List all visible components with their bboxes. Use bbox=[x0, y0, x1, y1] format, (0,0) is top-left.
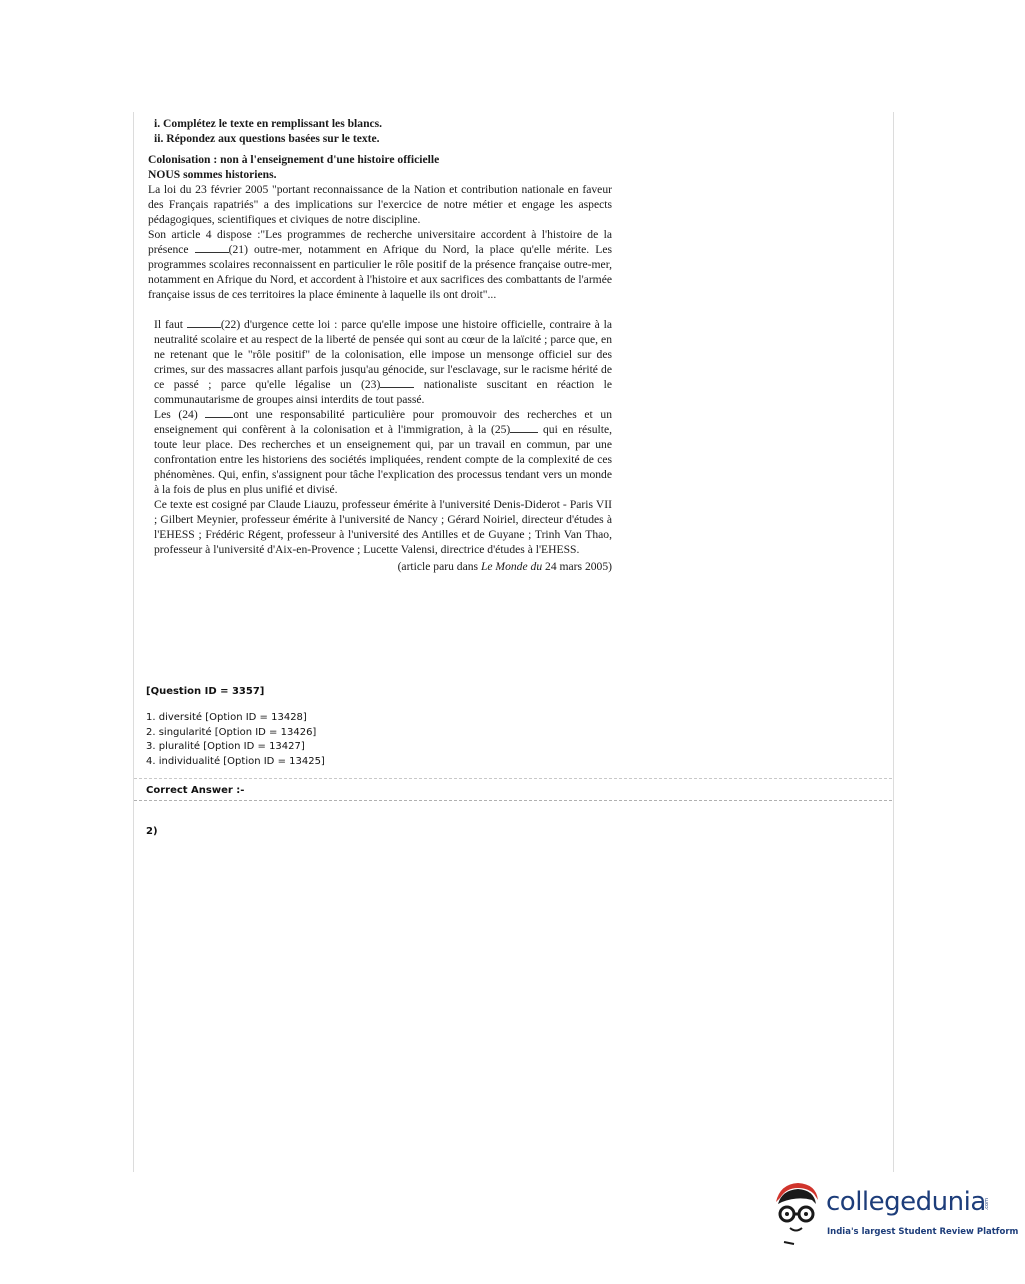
instruction-2: ii. Répondez aux questions basées sur le texte. bbox=[154, 132, 380, 145]
question-id: [Question ID = 3357] bbox=[146, 686, 265, 697]
divider bbox=[134, 778, 892, 779]
paragraph-4: Les (24) ont une responsabilité particulière pour promouvoir des recherches et un enseignement qui confèrent à la colonisation et à l'immigration, à la (25) qui en résulte, toute leur place. Des recherches et un enseignement qui, par un travail en commun, par une confrontation entre les historiens des sociétés impliquées, rendent compte de la complexité de ces phénomènes. Qui, enfin, s'assignent pour tâche l'explication des processus tendant vers un monde à la fois de plus en plus unifié et divisé. bbox=[154, 408, 612, 496]
next-question-number: 2) bbox=[146, 826, 158, 837]
options-list bbox=[146, 711, 325, 769]
blank-21 bbox=[195, 242, 229, 253]
blank-24 bbox=[205, 407, 233, 418]
blank-25 bbox=[510, 422, 538, 433]
scanned-question-text bbox=[148, 116, 612, 574]
citation: (article paru dans Le Monde du 24 mars 2005) bbox=[397, 560, 612, 573]
logo-dotcom: .com bbox=[984, 1198, 990, 1211]
correct-answer-label: Correct Answer :- bbox=[146, 785, 245, 796]
paragraph-1: La loi du 23 février 2005 "portant reconnaissance de la Nation et contribution nationale en faveur des Français rapatriés" a des implications sur l'exercice de notre métier et engage les aspects pédagogiques, scientifiques et civiques de notre discipline. bbox=[148, 183, 612, 226]
instruction-1: i. Complétez le texte en remplissant les blancs. bbox=[154, 117, 383, 130]
option-2: 2. singularité [Option ID = 13426] bbox=[146, 726, 317, 738]
option-1: 1. diversité [Option ID = 13428] bbox=[146, 712, 307, 723]
logo-tagline: India's largest Student Review Platform bbox=[827, 1227, 1019, 1237]
paragraph-2: Son article 4 dispose :"Les programmes de recherche universitaire accordent à l'histoire de la présence (21) outre-mer, notamment en Afrique du Nord, la place qu'elle mérite. Les programmes scolaires reconnaissent en particulier le rôle positif de la présence française outre-mer, notamment en Afrique du Nord, et accordent à l'histoire et aux sacrifices des combattants de l'armée française issus de ces territoires la place éminente à laquelle ils ont droit"... bbox=[148, 228, 612, 301]
blank-22 bbox=[187, 317, 221, 328]
article-title: Colonisation : non à l'enseignement d'une histoire officielle bbox=[148, 153, 440, 166]
option-4: 4. individualité [Option ID = 13425] bbox=[146, 755, 325, 767]
paragraph-3: Il faut (22) d'urgence cette loi : parce qu'elle impose une histoire officielle, contraire à la neutralité scolaire et au respect de la liberté de pensée qui sont au cœur de la laïcité ; parce que, en ne retenant que le "rôle positif" de la colonisation, elle impose un mensonge officiel sur des crimes, sur des massacres allant parfois jusqu'au génocide, sur l'esclavage, sur le racisme hérité de ce passé ; parce qu'elle légalise un (23) nationaliste suscitant en réaction le communautarisme de groupes ainsi interdits de tout passé. bbox=[154, 318, 613, 406]
divider bbox=[134, 800, 892, 801]
paragraph-5: Ce texte est cosigné par Claude Liauzu, professeur émérite à l'université Denis-Diderot - Paris VII ; Gilbert Meynier, professeur émérite à l'université de Nancy ; Gérard Noiriel, directeur d'études à l'EHESS ; Frédéric Régent, professeur à l'université des Antilles et de Guyane ; Trinh Van Thao, professeur à l'université d'Aix-en-Provence ; Lucette Valensi, directrice d'études à l'EHESS. bbox=[154, 498, 612, 556]
logo-wordmark: collegedunia bbox=[826, 1187, 986, 1217]
article-subtitle: NOUS sommes historiens. bbox=[148, 168, 277, 181]
blank-23 bbox=[380, 377, 414, 388]
option-3: 3. pluralité [Option ID = 13427] bbox=[146, 741, 305, 752]
